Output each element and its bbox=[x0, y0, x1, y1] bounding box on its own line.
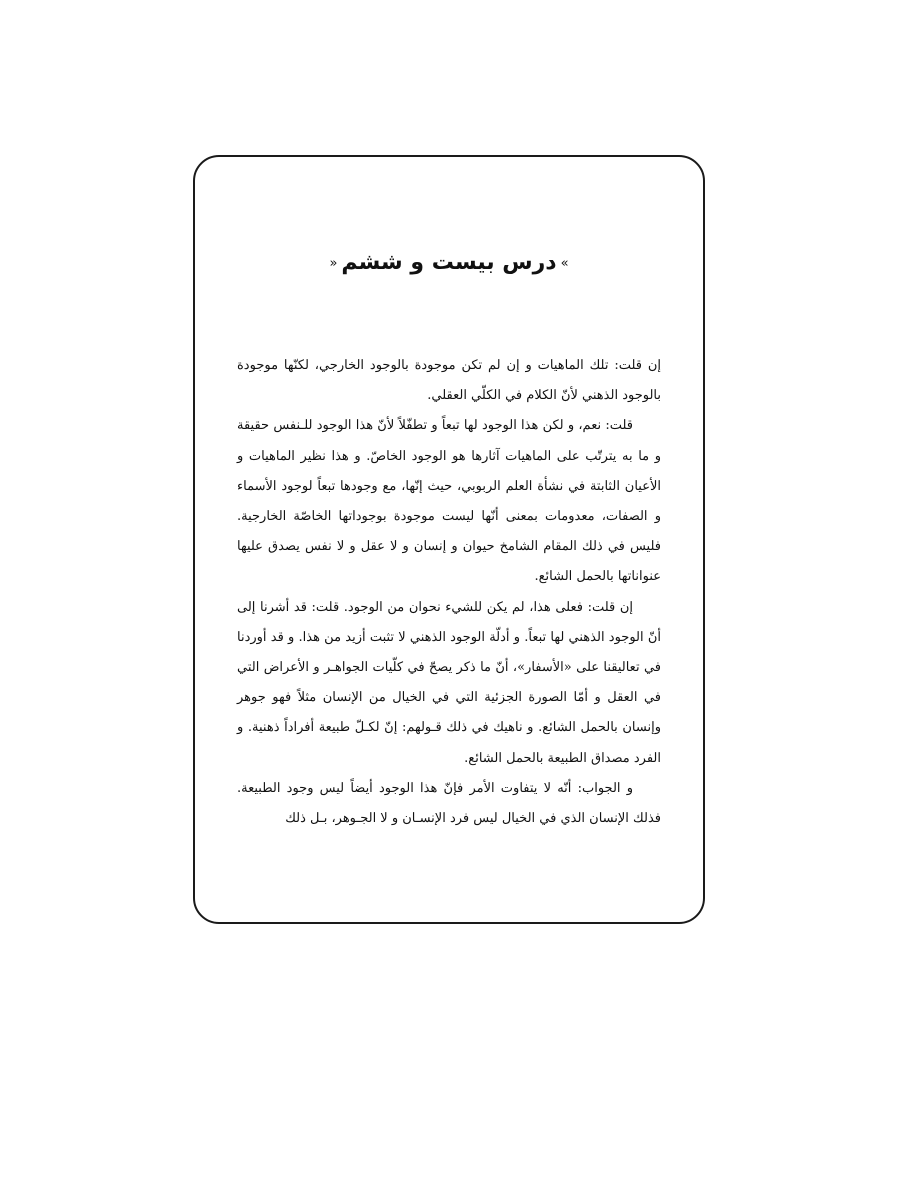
body-text bbox=[237, 351, 661, 834]
paragraph-4: و الجواب: أنّه لا يتفاوت الأمر فإنّ هذا الوجود أيضاً ليس وجود الطبيعة. فذلك الإنسان الذي في الخيال ليس فرد الإنسـان و لا الجـوهر، بـل ذلك bbox=[237, 780, 661, 827]
lesson-title bbox=[195, 250, 703, 275]
lesson-title-text: درس بيست و ششم bbox=[341, 250, 557, 275]
title-ornament-right: » bbox=[560, 255, 569, 271]
paragraph-1: إن قلت: تلك الماهيات و إن لم تكن موجودة بالوجود الخارجي، لكنّها موجودة بالوجود الذهني لأنّ الكلام في الكلّي العقلي. bbox=[237, 358, 661, 404]
paragraph-3: إن قلت: فعلى هذا، لم يكن للشيء نحوان من الوجود. قلت: قد أشرنا إلى أنّ الوجود الذهني لها تبعاً. و أدلّة الوجود الذهني لا تثبت أزيد من هذا. و قد أوردنا في تعاليقنا على «الأسفار»، أنّ ما ذكر يصحّ في كلّيات الجواهـر و الأعراض التي في العقل و أمّا الصورة الجزئية التي في الخيال من الإنسان مثلاً فهو جوهر وإنسان بالحمل الشائع. و ناهيك في ذلك قـولهم: إنّ لكـلّ طبيعة أفراداً ذهنية. و الفرد مصداق الطبيعة بالحمل الشائع. bbox=[237, 599, 661, 766]
title-ornament-left: « bbox=[329, 255, 338, 271]
paragraph-2: قلت: نعم، و لكن هذا الوجود لها تبعاً و تطفّلاً لأنّ هذا الوجود للـنفس حقيقة و ما به يترتّب على الماهيات آثارها هو الوجود الخاصّ. و هذا نظير الماهيات و الأعيان الثابتة في نشأة العلم الربوبي، حيث إنّها، مع وجودها تبعاً لوجود الأسماء و الصفات، معدومات بمعنى أنّها ليست موجودة بوجوداتها الخاصّة الخارجية. فليس في ذلك المقام الشامخ حيوان و إنسان و لا عقل و لا نفس يصدق عليها عنواناتها بالحمل الشائع. bbox=[237, 418, 661, 585]
page-frame bbox=[193, 155, 705, 924]
